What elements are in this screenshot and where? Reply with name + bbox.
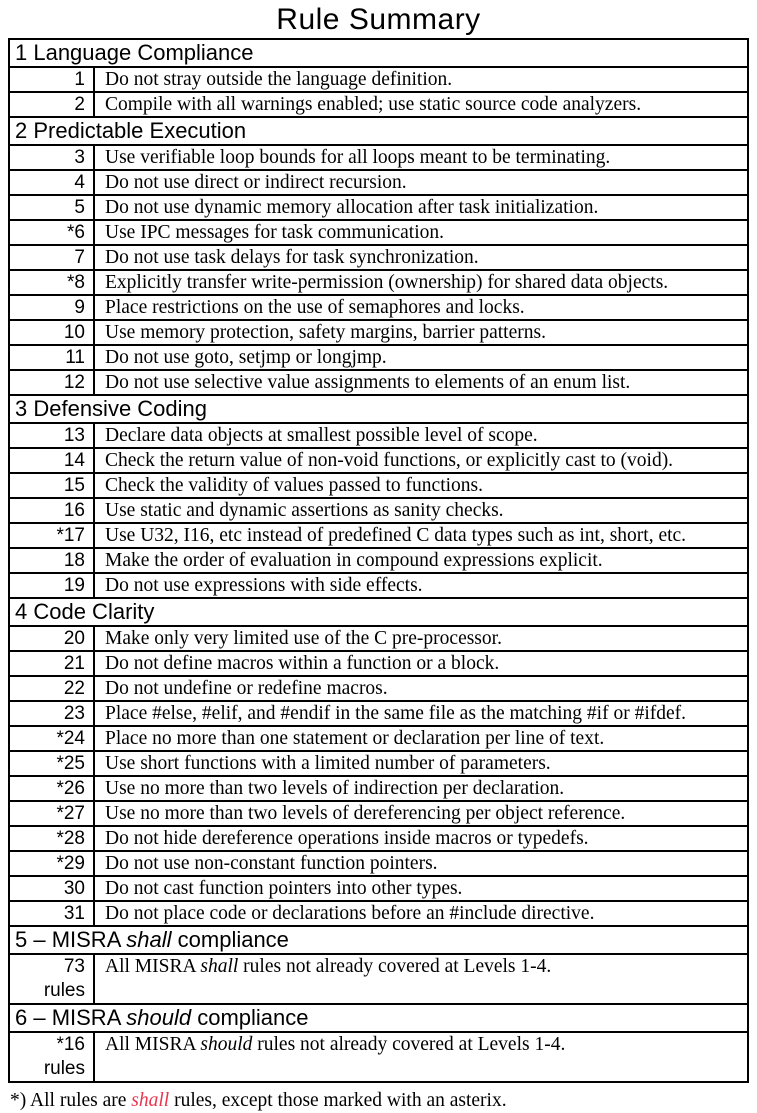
rule-number: 31 bbox=[63, 903, 85, 924]
text-segment: Use static and dynamic assertions as sanity checks. bbox=[105, 500, 504, 521]
rule-text-cell bbox=[95, 524, 747, 547]
rule-number: 16 bbox=[63, 500, 85, 521]
text-segment: Declare data objects at smallest possible level of scope. bbox=[105, 425, 538, 446]
rule-number-cell bbox=[10, 549, 95, 572]
rule-number: 2 bbox=[74, 94, 85, 115]
text-segment: Use IPC messages for task communication. bbox=[105, 222, 445, 243]
rule-text-cell bbox=[95, 296, 747, 319]
rule-row bbox=[10, 269, 747, 294]
text-segment: rules not already covered at Levels 1-4. bbox=[252, 1034, 566, 1055]
rule-row bbox=[10, 900, 747, 925]
rule-number: *6 bbox=[67, 222, 85, 243]
text-segment: 2 Predictable Execution bbox=[15, 118, 247, 143]
text-segment: Check the return value of non-void functions, or explicitly cast to (void). bbox=[105, 450, 674, 471]
rule-number-cell bbox=[10, 196, 95, 219]
rule-text-cell bbox=[95, 902, 747, 925]
rule-number: 30 bbox=[63, 878, 85, 899]
rule-number-cell bbox=[10, 1033, 95, 1081]
rule-number: 12 bbox=[63, 372, 85, 393]
rule-summary-table bbox=[8, 38, 749, 1083]
rule-number: 11 bbox=[65, 347, 85, 368]
rule-number-cell bbox=[10, 574, 95, 597]
rule-row bbox=[10, 572, 747, 597]
rule-text-cell bbox=[95, 702, 747, 725]
rule-text-cell bbox=[95, 852, 747, 875]
rule-number-cell bbox=[10, 827, 95, 850]
text-segment: compliance bbox=[191, 1005, 309, 1030]
text-segment: Do not place code or declarations before an #include directive. bbox=[105, 903, 595, 924]
rule-row bbox=[10, 472, 747, 497]
rule-number: *24 bbox=[56, 728, 85, 749]
section-header bbox=[10, 925, 747, 953]
text-segment: 6 – MISRA bbox=[15, 1005, 127, 1030]
rule-text-cell bbox=[95, 346, 747, 369]
rule-number: *8 bbox=[67, 272, 85, 293]
rule-row bbox=[10, 522, 747, 547]
text-segment: Place restrictions on the use of semaphores and locks. bbox=[105, 297, 525, 318]
text-segment: 4 Code Clarity bbox=[15, 599, 155, 624]
rule-row bbox=[10, 294, 747, 319]
text-segment: Compile with all warnings enabled; use static source code analyzers. bbox=[105, 94, 642, 115]
text-segment: Do not use expressions with side effects. bbox=[105, 575, 423, 596]
rule-number-cell bbox=[10, 424, 95, 447]
rule-number-cell bbox=[10, 652, 95, 675]
emphasized-term: shall bbox=[200, 956, 239, 977]
text-segment: Do not stray outside the language definition. bbox=[105, 69, 453, 90]
rule-text-cell bbox=[95, 93, 747, 116]
rule-text-cell bbox=[95, 727, 747, 750]
rule-number: 73 bbox=[63, 956, 85, 977]
text-segment: Do not use goto, setjmp or longjmp. bbox=[105, 347, 387, 368]
text-segment: Use short functions with a limited number of parameters. bbox=[105, 753, 551, 774]
rule-text-cell bbox=[95, 474, 747, 497]
rule-number: *17 bbox=[56, 525, 85, 546]
rule-text-cell bbox=[95, 677, 747, 700]
footnote-text: rules, except those marked with an asterix. bbox=[169, 1090, 507, 1111]
rule-number: 13 bbox=[63, 425, 85, 446]
text-segment: compliance bbox=[171, 927, 289, 952]
text-segment: Do not undefine or redefine macros. bbox=[105, 678, 388, 699]
text-segment: Do not cast function pointers into other types. bbox=[105, 878, 463, 899]
rule-text-cell bbox=[95, 146, 747, 169]
text-segment: 3 Defensive Coding bbox=[15, 396, 208, 421]
text-segment: Check the validity of values passed to functions. bbox=[105, 475, 484, 496]
rule-number-cell bbox=[10, 777, 95, 800]
emphasized-term: should bbox=[200, 1034, 253, 1055]
text-segment: 5 – MISRA bbox=[15, 927, 127, 952]
text-segment: All MISRA bbox=[105, 1034, 201, 1055]
rule-number-cell bbox=[10, 93, 95, 116]
rule-number-unit: rules bbox=[43, 980, 85, 1001]
rule-number: 20 bbox=[63, 628, 85, 649]
rule-row bbox=[10, 1031, 747, 1081]
rule-number: 14 bbox=[63, 450, 85, 471]
rule-row bbox=[10, 750, 747, 775]
rule-text-cell bbox=[95, 549, 747, 572]
rule-number-cell bbox=[10, 752, 95, 775]
rule-number-cell bbox=[10, 727, 95, 750]
rule-number: 7 bbox=[74, 247, 85, 268]
text-segment: Do not hide dereference operations inside macros or typedefs. bbox=[105, 828, 589, 849]
text-segment: Use no more than two levels of indirection per declaration. bbox=[105, 778, 565, 799]
rule-number-cell bbox=[10, 449, 95, 472]
text-segment: Place no more than one statement or declaration per line of text. bbox=[105, 728, 605, 749]
footnote-text: *) All rules are bbox=[10, 1090, 132, 1111]
rule-row bbox=[10, 244, 747, 269]
rule-text-cell bbox=[95, 196, 747, 219]
rule-row bbox=[10, 825, 747, 850]
rule-number-cell bbox=[10, 171, 95, 194]
text-segment: Make the order of evaluation in compound expressions explicit. bbox=[105, 550, 603, 571]
rule-text-cell bbox=[95, 652, 747, 675]
rule-number: 21 bbox=[63, 653, 85, 674]
rule-text-cell bbox=[95, 752, 747, 775]
rule-row bbox=[10, 369, 747, 394]
rule-number-cell bbox=[10, 677, 95, 700]
rule-number: 4 bbox=[74, 172, 85, 193]
rule-number: *25 bbox=[56, 753, 85, 774]
rule-row bbox=[10, 66, 747, 91]
rule-text-cell bbox=[95, 171, 747, 194]
text-segment: Use no more than two levels of dereferencing per object reference. bbox=[105, 803, 626, 824]
text-segment: Use verifiable loop bounds for all loops meant to be terminating. bbox=[105, 147, 611, 168]
rule-row bbox=[10, 144, 747, 169]
rule-row bbox=[10, 675, 747, 700]
rule-row bbox=[10, 700, 747, 725]
rule-number: 9 bbox=[74, 297, 85, 318]
footnote bbox=[10, 1089, 757, 1113]
rule-number-cell bbox=[10, 474, 95, 497]
rule-number: 10 bbox=[63, 322, 85, 343]
rule-number: 23 bbox=[63, 703, 85, 724]
rule-text-cell bbox=[95, 68, 747, 91]
rule-text-cell bbox=[95, 802, 747, 825]
rule-number-cell bbox=[10, 524, 95, 547]
rule-text-cell bbox=[95, 246, 747, 269]
rule-row bbox=[10, 625, 747, 650]
rule-number: 3 bbox=[74, 147, 85, 168]
footnote-red-term: shall bbox=[131, 1090, 170, 1111]
rule-text-cell bbox=[95, 627, 747, 650]
rule-text-cell bbox=[95, 271, 747, 294]
rule-row bbox=[10, 725, 747, 750]
rule-row bbox=[10, 497, 747, 522]
rule-number: 19 bbox=[63, 575, 85, 596]
rule-number: *28 bbox=[56, 828, 85, 849]
rule-number-cell bbox=[10, 852, 95, 875]
rule-text-cell bbox=[95, 371, 747, 394]
section-header bbox=[10, 597, 747, 625]
rule-number-cell bbox=[10, 702, 95, 725]
text-segment: 1 Language Compliance bbox=[15, 40, 254, 65]
rule-row bbox=[10, 422, 747, 447]
rule-number-cell bbox=[10, 955, 95, 1003]
rule-row bbox=[10, 194, 747, 219]
text-segment: Do not use non-constant function pointers. bbox=[105, 853, 438, 874]
rule-text-cell bbox=[95, 321, 747, 344]
rule-number-unit: rules bbox=[43, 1058, 85, 1079]
rule-row bbox=[10, 850, 747, 875]
rule-text-cell bbox=[95, 221, 747, 244]
rule-number-cell bbox=[10, 321, 95, 344]
rule-text-cell bbox=[95, 827, 747, 850]
text-segment: rules not already covered at Levels 1-4. bbox=[238, 956, 552, 977]
rule-text-cell bbox=[95, 574, 747, 597]
text-segment: Do not define macros within a function or a block. bbox=[105, 653, 500, 674]
text-segment: Do not use direct or indirect recursion. bbox=[105, 172, 407, 193]
rule-number: 1 bbox=[74, 69, 85, 90]
rule-number: *27 bbox=[56, 803, 85, 824]
rule-text-cell bbox=[95, 777, 747, 800]
rule-number: 22 bbox=[63, 678, 85, 699]
emphasized-term: shall bbox=[126, 927, 172, 952]
rule-number-cell bbox=[10, 627, 95, 650]
text-segment: Place #else, #elif, and #endif in the same file as the matching #if or #ifdef. bbox=[105, 703, 687, 724]
rule-number-cell bbox=[10, 296, 95, 319]
rule-number: 15 bbox=[63, 475, 85, 496]
rule-number: *26 bbox=[56, 778, 85, 799]
text-segment: Do not use selective value assignments to elements of an enum list. bbox=[105, 372, 631, 393]
rule-number-cell bbox=[10, 902, 95, 925]
rule-text-cell bbox=[95, 424, 747, 447]
rule-number: *16 bbox=[56, 1034, 85, 1055]
section-header bbox=[10, 1003, 747, 1031]
rule-text-cell bbox=[95, 955, 747, 1003]
rule-row bbox=[10, 447, 747, 472]
page-title: Rule Summary bbox=[276, 3, 481, 36]
rule-number-cell bbox=[10, 371, 95, 394]
rule-text-cell bbox=[95, 1033, 747, 1081]
rule-number-cell bbox=[10, 246, 95, 269]
rule-row bbox=[10, 650, 747, 675]
rule-row bbox=[10, 319, 747, 344]
text-segment: Do not use dynamic memory allocation after task initialization. bbox=[105, 197, 599, 218]
rule-row bbox=[10, 344, 747, 369]
rule-row bbox=[10, 547, 747, 572]
section-header bbox=[10, 116, 747, 144]
section-header bbox=[10, 40, 747, 66]
rule-text-cell bbox=[95, 499, 747, 522]
text-segment: All MISRA bbox=[105, 956, 201, 977]
rule-number-cell bbox=[10, 499, 95, 522]
rule-number: *29 bbox=[56, 853, 85, 874]
rule-number-cell bbox=[10, 221, 95, 244]
rule-row bbox=[10, 169, 747, 194]
rule-row bbox=[10, 91, 747, 116]
text-segment: Make only very limited use of the C pre-processor. bbox=[105, 628, 502, 649]
rule-number-cell bbox=[10, 271, 95, 294]
rule-number-cell bbox=[10, 802, 95, 825]
text-segment: Explicitly transfer write-permission (ownership) for shared data objects. bbox=[105, 272, 669, 293]
emphasized-term: should bbox=[126, 1005, 192, 1030]
text-segment: Do not use task delays for task synchronization. bbox=[105, 247, 479, 268]
rule-number: 18 bbox=[63, 550, 85, 571]
rule-number-cell bbox=[10, 146, 95, 169]
rule-text-cell bbox=[95, 449, 747, 472]
rule-row bbox=[10, 875, 747, 900]
rule-number: 5 bbox=[74, 197, 85, 218]
rule-number-cell bbox=[10, 346, 95, 369]
rule-text-cell bbox=[95, 877, 747, 900]
text-segment: Use memory protection, safety margins, barrier patterns. bbox=[105, 322, 546, 343]
rule-number-cell bbox=[10, 877, 95, 900]
section-header bbox=[10, 394, 747, 422]
rule-number-cell bbox=[10, 68, 95, 91]
rule-row bbox=[10, 775, 747, 800]
rule-row bbox=[10, 953, 747, 1003]
rule-row bbox=[10, 219, 747, 244]
rule-row bbox=[10, 800, 747, 825]
text-segment: Use U32, I16, etc instead of predefined C data types such as int, short, etc. bbox=[105, 525, 687, 546]
